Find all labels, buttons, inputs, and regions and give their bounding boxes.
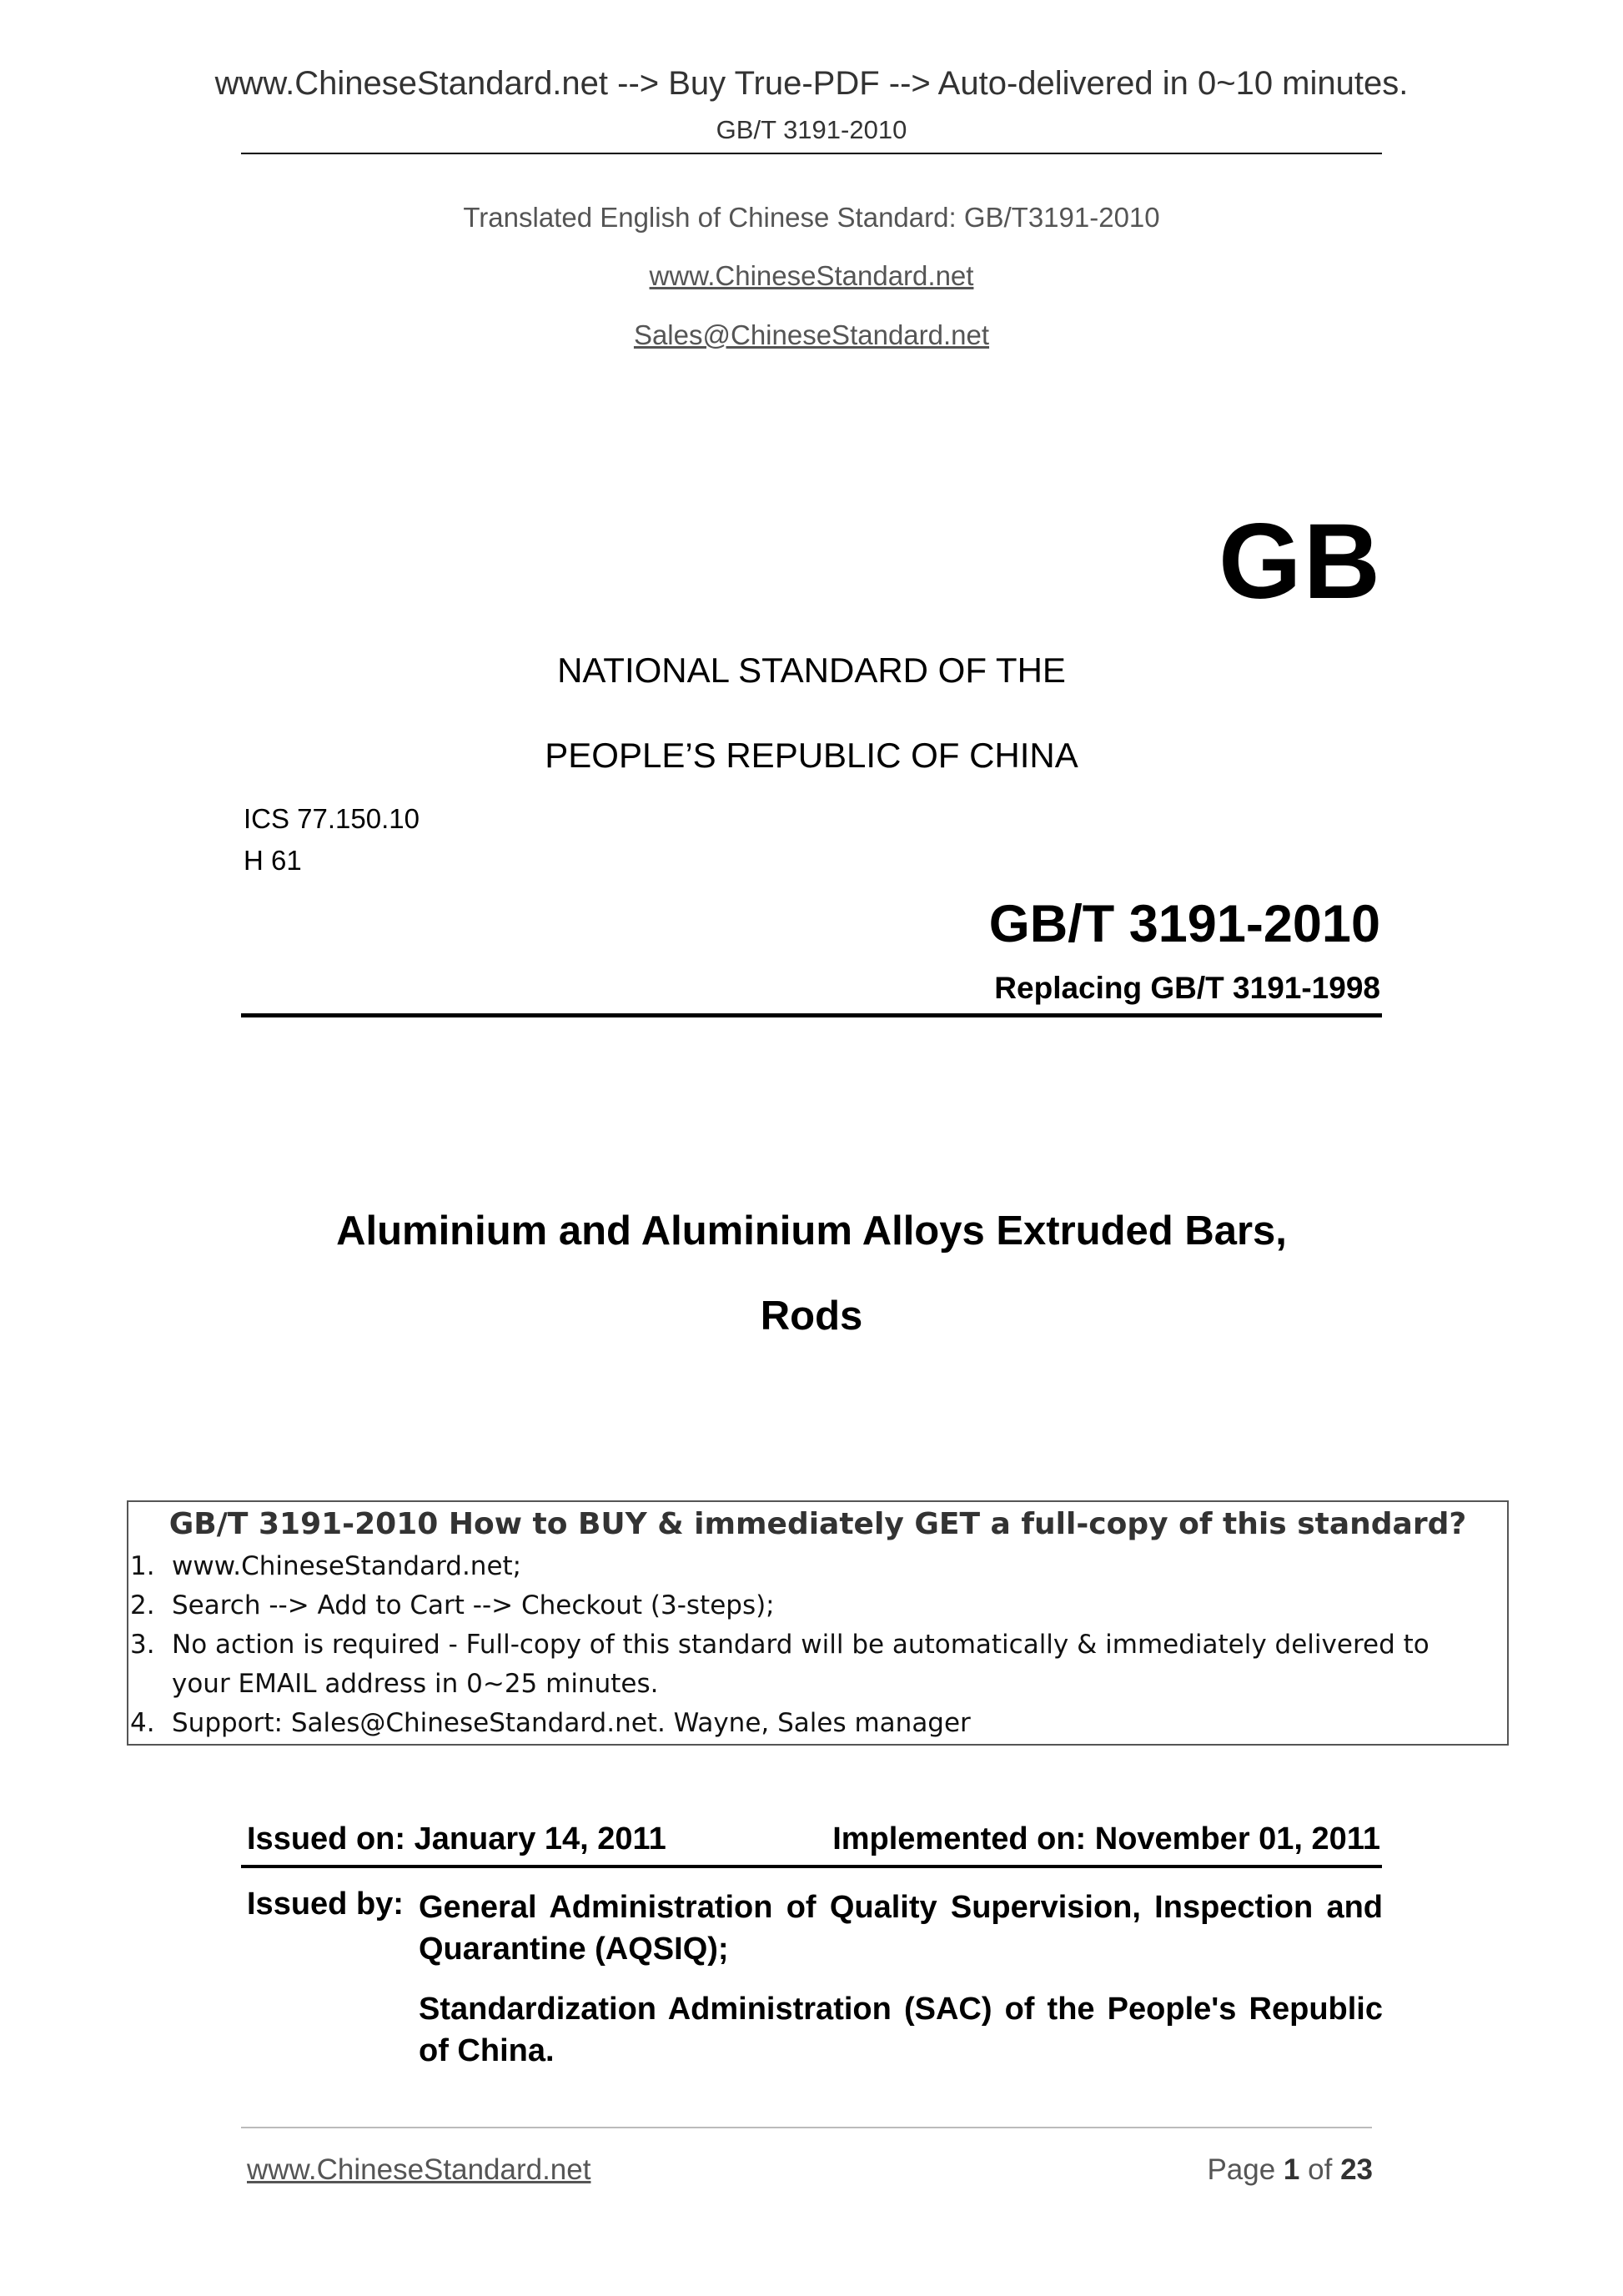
buy-step-text: No action is required - Full-copy of this standard will be automatically & immediately delivered to	[172, 1630, 1430, 1660]
gb-logo: GB	[1219, 502, 1382, 621]
footer-site-link[interactable]: www.ChineseStandard.net	[247, 2153, 591, 2186]
national-standard-line-2: PEOPLE’S REPUBLIC OF CHINA	[545, 736, 1078, 775]
page-label: Page	[1207, 2153, 1276, 2186]
translated-note: Translated English of Chinese Standard: GB/T3191-2010	[463, 202, 1160, 233]
ics-code: ICS 77.150.10	[244, 803, 420, 834]
issued-by-label: Issued by:	[247, 1887, 404, 1922]
page-of: of	[1308, 2153, 1333, 2186]
buy-step-2	[130, 1590, 775, 1620]
national-standard-line-1: NATIONAL STANDARD OF THE	[557, 651, 1066, 690]
buy-instructions-box	[127, 1500, 1509, 1746]
sales-email-link[interactable]: Sales@ChineseStandard.net	[633, 319, 990, 350]
issued-on-date: Issued on: January 14, 2011	[247, 1821, 666, 1856]
buy-step-text: Support: Sales@ChineseStandard.net. Wayne, Sales manager	[172, 1708, 971, 1738]
header-divider	[241, 153, 1382, 154]
header-standard-code: GB/T 3191-2010	[716, 115, 907, 144]
h-code: H 61	[244, 845, 302, 876]
document-title-line-1: Aluminium and Aluminium Alloys Extruded Bars,	[336, 1208, 1287, 1254]
buy-step-3-continued: your EMAIL address in 0~25 minutes.	[172, 1669, 659, 1699]
cover-divider	[241, 1013, 1382, 1017]
buy-step-number: 2.	[130, 1590, 155, 1620]
footer-divider	[241, 2127, 1372, 2128]
site-link[interactable]: www.ChineseStandard.net	[649, 260, 974, 291]
page-indicator	[1207, 2153, 1373, 2187]
buy-step-number: 3.	[130, 1630, 155, 1660]
buy-step-1	[130, 1551, 521, 1581]
document-title-line-2: Rods	[760, 1294, 863, 1339]
issuer-sac: Standardization Administration (SAC) of the People's Republic of China.	[419, 1992, 1383, 2068]
replacing-note: Replacing GB/T 3191-1998	[994, 971, 1380, 1005]
buy-step-4	[130, 1708, 971, 1738]
buy-step-number: 1.	[130, 1551, 155, 1581]
buy-step-3	[130, 1630, 1430, 1660]
issue-divider	[241, 1865, 1382, 1868]
sales-link-row	[0, 319, 1623, 351]
page-total: 23	[1340, 2153, 1373, 2186]
buy-step-text: www.ChineseStandard.net;	[172, 1551, 522, 1581]
issuer-aqsiq: General Administration of Quality Supervision, Inspection and Quarantine (AQSIQ);	[419, 1890, 1383, 1967]
buy-step-number: 4.	[130, 1708, 155, 1738]
buy-step-text: Search --> Add to Cart --> Checkout (3-steps);	[172, 1590, 775, 1620]
top-banner: www.ChineseStandard.net --> Buy True-PDF --> Auto-delivered in 0~10 minutes.	[214, 65, 1409, 102]
implemented-on-date: Implemented on: November 01, 2011	[832, 1821, 1380, 1856]
buy-box-title: GB/T 3191-2010 How to BUY & immediately GET a full-copy of this standard?	[168, 1507, 1467, 1541]
standard-number: GB/T 3191-2010	[988, 895, 1380, 953]
site-link-row	[0, 260, 1623, 292]
page-current: 1	[1283, 2153, 1300, 2186]
